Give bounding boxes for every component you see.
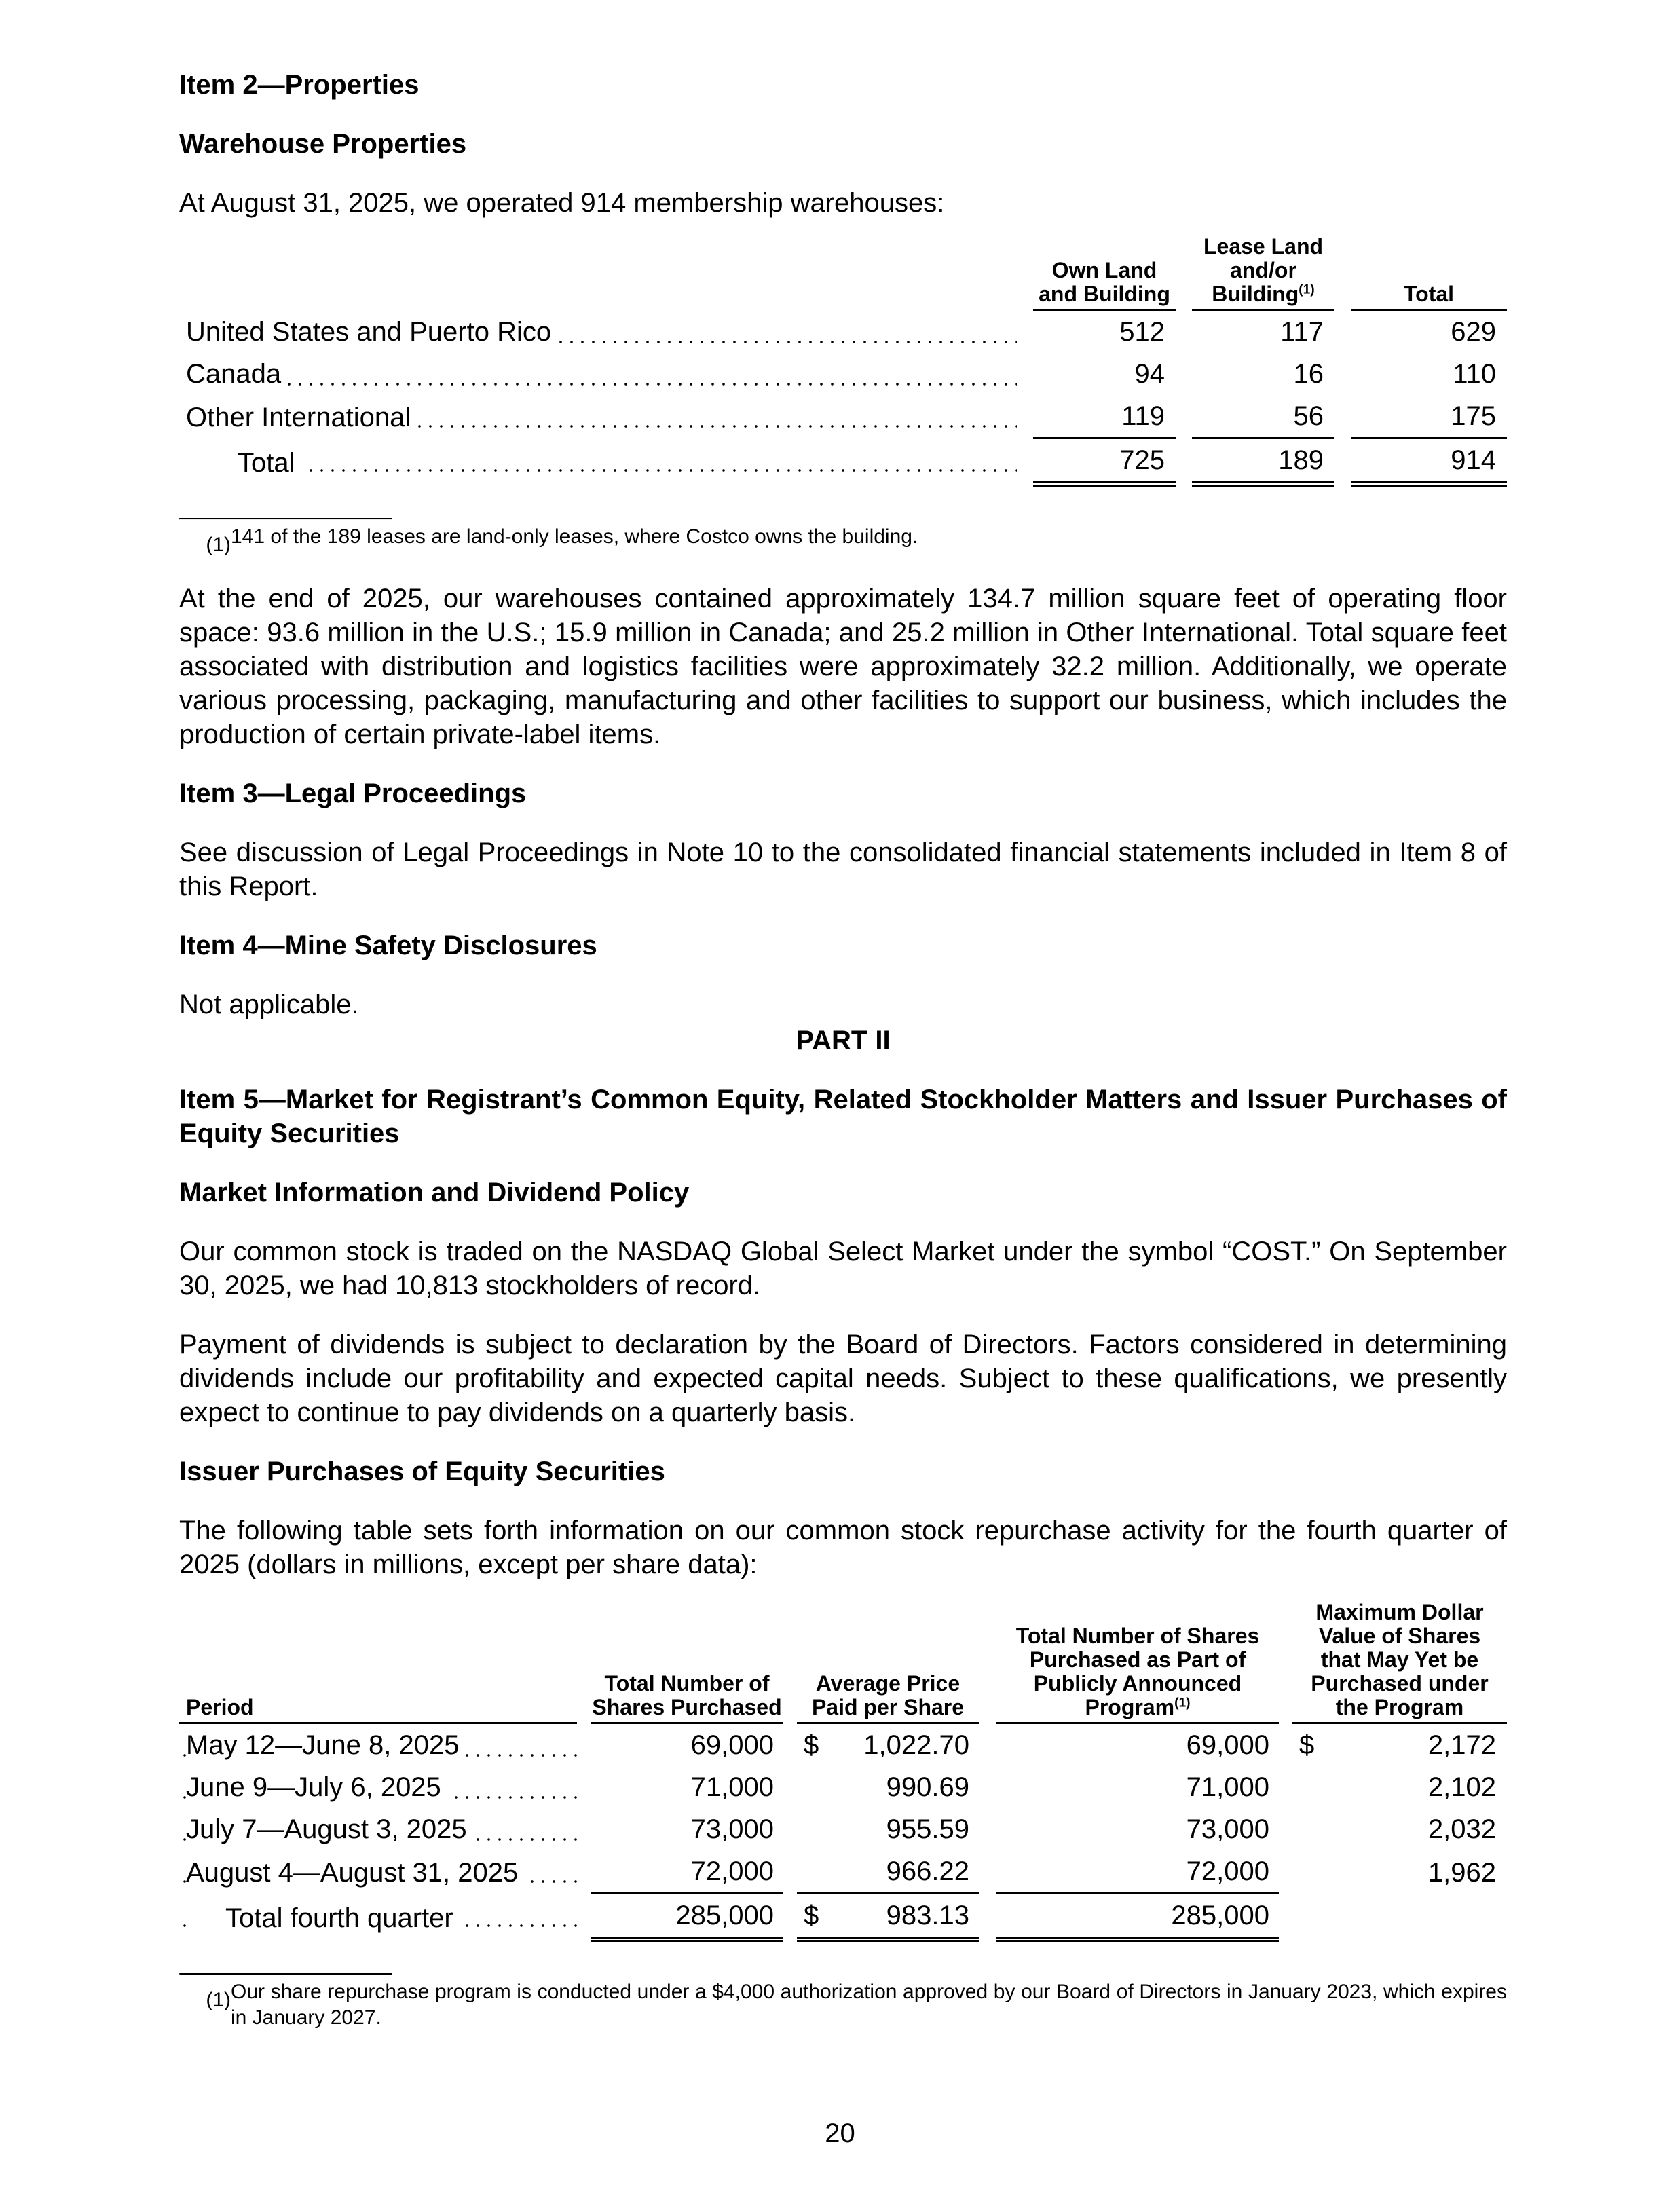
cell-program: 72,000 <box>996 1850 1279 1894</box>
table-row <box>179 1808 1507 1850</box>
warehouse-table-header <box>186 235 1507 311</box>
row-period: Total fourth quarter <box>186 1903 460 1933</box>
warehouse-properties-heading: Warehouse Properties <box>179 129 467 159</box>
item5-heading: Item 5—Market for Registrant’s Common Equity, Related Stockholder Matters and Issuer Purchases of Equity Securities <box>179 1085 1507 1148</box>
cell-price: 966.22 <box>797 1850 979 1894</box>
cell-price: $ 1,022.70 <box>804 1730 969 1760</box>
row-label: Other International <box>186 403 417 432</box>
cell-total: 629 <box>1451 317 1496 347</box>
page-number: 20 <box>825 2118 855 2148</box>
table-row <box>186 395 1507 439</box>
cell-max: 1,962 <box>1427 1857 1496 1888</box>
cell-program: 73,000 <box>1186 1814 1269 1844</box>
cell-shares: 71,000 <box>690 1772 774 1802</box>
table-row <box>179 1766 1507 1808</box>
cell-price: $ 983.13 <box>797 1894 979 1942</box>
footnote-number: (1) <box>206 534 231 556</box>
cell-total: 110 <box>1453 359 1496 389</box>
dividends-text: Payment of dividends is subject to declaration by the Board of Directors. Factors considered in determining dividends include our profitability and expected capital needs. Subject to these qualifications, we presently expect to continue to pay dividends on a quarterly basis. <box>179 1330 1507 1427</box>
cell-lease: 16 <box>1293 359 1324 389</box>
cell-max: $ 2,172 <box>1299 1730 1496 1760</box>
table-row <box>186 353 1507 395</box>
item3-text: See discussion of Legal Proceedings in Note 10 to the consolidated financial statements included in Item 8 of this Report. <box>179 838 1507 901</box>
repurchase-table <box>179 1601 1507 1942</box>
cell-program: 71,000 <box>1186 1772 1269 1802</box>
repurchase-table-header <box>179 1601 1507 1724</box>
cell-program: 285,000 <box>996 1894 1279 1942</box>
cell-total: 175 <box>1351 395 1507 439</box>
cell-max: 2,032 <box>1427 1814 1496 1844</box>
row-period: June 9—July 6, 2025 <box>186 1772 448 1802</box>
table-row <box>186 311 1507 353</box>
market-info-text: Our common stock is traded on the NASDAQ Global Select Market under the symbol “COST.” On September 30, 2025, we had 10,813 stockholders of record. <box>179 1237 1507 1301</box>
footnote-text: 141 of the 189 leases are land-only leases, where Costco owns the building. <box>231 525 918 548</box>
cell-own: 725 <box>1033 439 1176 487</box>
header-total: Total <box>1351 235 1507 311</box>
warehouse-intro: At August 31, 2025, we operated 914 membership warehouses: <box>179 188 945 218</box>
header-lease-land: Lease Land and/or Building$^{(1)}$ <box>1192 235 1334 311</box>
row-label: United States and Puerto Rico <box>186 317 558 347</box>
footnote <box>179 524 1507 566</box>
header-max-dollar: Maximum Dollar Value of Shares that May Yet be Purchased under the Program <box>1292 1601 1507 1724</box>
row-period: July 7—August 3, 2025 <box>186 1814 474 1844</box>
cell-shares: 72,000 <box>591 1850 783 1894</box>
cell-max: 2,102 <box>1427 1772 1496 1802</box>
cell-price: 955.59 <box>886 1814 969 1844</box>
header-program-shares: Total Number of Shares Purchased as Part of Publicly Announced Program$^{(1)}$ <box>996 1601 1279 1724</box>
warehouse-paragraph: At the end of 2025, our warehouses contained approximately 134.7 million square feet of operating floor space: 93.6 million in the U.S.; 15.9 million in Canada; and 25.2 million in Other International. Total square feet associated with distribution and logistics facilities were approximately 32.2 million. Additionally, we operate various processing, packaging, manufacturing and other facilities to support our business, which includes the production of certain private-label items. <box>179 584 1507 749</box>
issuer-purchases-heading: Issuer Purchases of Equity Securities <box>179 1457 665 1486</box>
header-period: Period <box>179 1601 577 1724</box>
document-page <box>179 68 1507 2031</box>
cell-shares: 69,000 <box>690 1730 774 1760</box>
table-row <box>179 1850 1507 1894</box>
cell-own: 119 <box>1033 395 1176 439</box>
table-total-row <box>179 1894 1507 1942</box>
header-own-land: Own Land and Building <box>1033 235 1176 311</box>
footnote <box>179 1979 1507 2031</box>
item4-text: Not applicable. <box>179 990 359 1019</box>
item2-heading: Item 2—Properties <box>179 70 419 100</box>
cell-own: 94 <box>1134 359 1165 389</box>
warehouse-table <box>186 235 1507 487</box>
repurchase-intro: The following table sets forth information on our common stock repurchase activity for the fourth quarter of 2025 (dollars in millions, except per share data): <box>179 1516 1507 1579</box>
cell-lease: 189 <box>1192 439 1334 487</box>
cell-total: 914 <box>1351 439 1507 487</box>
item4-heading: Item 4—Mine Safety Disclosures <box>179 931 597 960</box>
table-total-row <box>186 439 1507 487</box>
table-row <box>179 1724 1507 1766</box>
row-period: May 12—June 8, 2025 <box>186 1730 466 1760</box>
header-shares-purchased: Total Number of Shares Purchased <box>591 1601 783 1724</box>
part-heading: PART II <box>796 1026 891 1055</box>
market-info-heading: Market Information and Dividend Policy <box>179 1178 690 1208</box>
cell-program: 69,000 <box>1186 1730 1269 1760</box>
row-label: Canada <box>186 359 288 389</box>
cell-price: 990.69 <box>886 1772 969 1802</box>
row-label: Total <box>186 448 302 478</box>
cell-own: 512 <box>1119 317 1165 347</box>
footnote-text: Our share repurchase program is conducted under a $4,000 authorization approved by our Board of Directors in January 2023, which expires in January 2027. <box>231 1981 1507 2029</box>
item3-heading: Item 3—Legal Proceedings <box>179 779 527 808</box>
footnote-rule <box>179 518 392 520</box>
header-average-price: Average Price Paid per Share <box>797 1601 979 1724</box>
row-period: August 4—August 31, 2025 <box>186 1858 525 1888</box>
cell-lease: 56 <box>1192 395 1334 439</box>
cell-lease: 117 <box>1280 317 1324 347</box>
footnote-number: (1) <box>206 1989 231 2011</box>
cell-shares: 73,000 <box>690 1814 774 1844</box>
footnote-rule <box>179 1973 392 1975</box>
cell-shares: 285,000 <box>591 1894 783 1942</box>
